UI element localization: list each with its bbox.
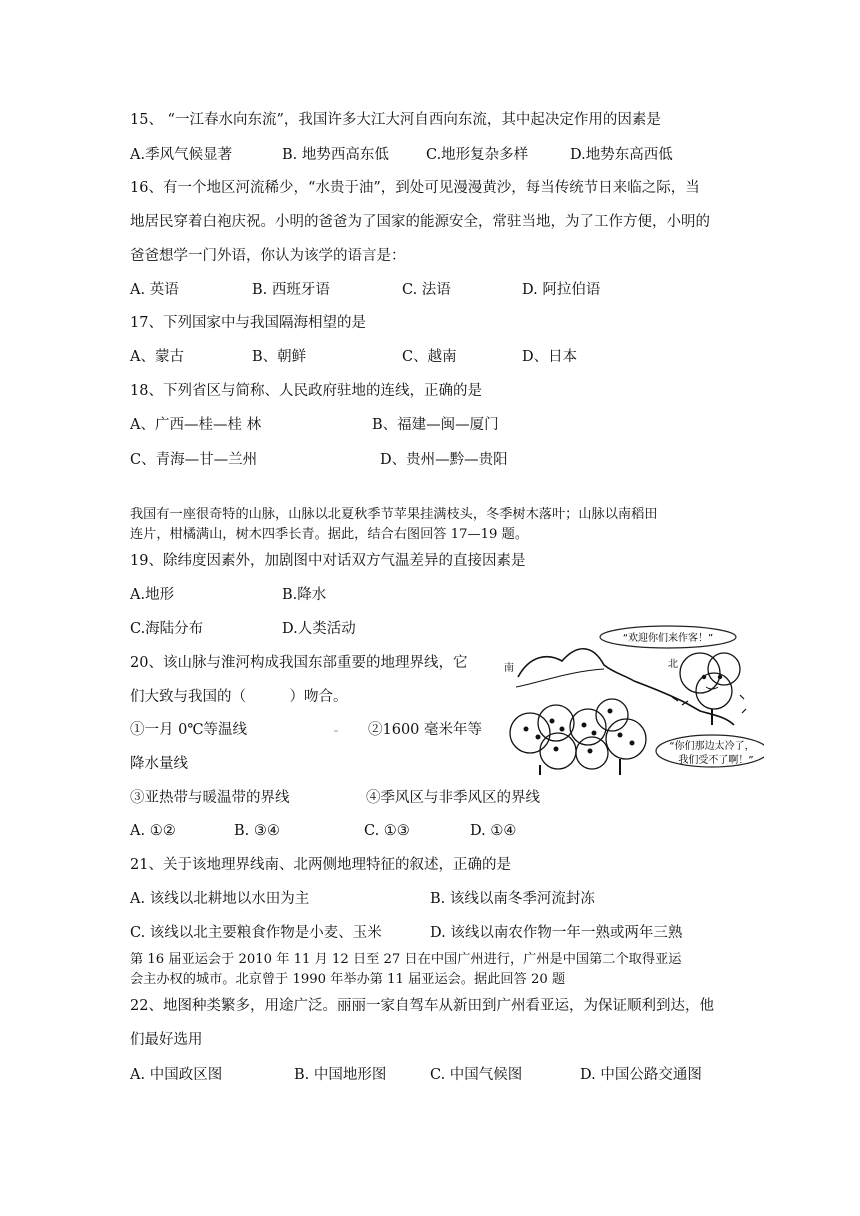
q17-option-b: B、朝鲜 xyxy=(252,349,307,365)
q19-option-b: B.降水 xyxy=(282,587,327,603)
q20-option-d: D. ①④ xyxy=(470,823,517,839)
q19-option-c: C.海陆分布 xyxy=(130,621,204,637)
q16-stem-line2: 地居民穿着白袍庆祝。小明的爸爸为了国家的能源安全，常驻当地，为了工作方便，小明的 xyxy=(130,214,710,230)
passage1-line2: 连片，柑橘满山，树木四季长青。据此，结合右图回答 17—19 题。 xyxy=(130,527,529,542)
q16-stem-line3: 爸爸想学一门外语，你认为该学的语言是： xyxy=(130,248,406,264)
mountain-ridge-icon xyxy=(518,649,734,725)
q20-option-c: C. ①③ xyxy=(364,823,410,839)
q18-option-c: C、青海—甘—兰州 xyxy=(130,452,258,468)
q20-stem-line2: 们大致与我国的（ ）吻合。 xyxy=(130,689,348,705)
bubble-bottom-text-2: 我们受不了啊！” xyxy=(678,755,754,766)
q22-stem-line2: 们最好选用 xyxy=(130,1032,203,1048)
q17-stem: 17、下列国家中与我国隔海相望的是 xyxy=(130,315,366,331)
q18-stem: 18、下列省区与简称、人民政府驻地的连线，正确的是 xyxy=(130,383,482,399)
mountain-cartoon-illustration xyxy=(500,625,764,775)
q20-stem-line1: 20、该山脉与淮河构成我国东部重要的地理界线，它 xyxy=(130,655,468,671)
q22-option-b: B. 中国地形图 xyxy=(294,1067,387,1083)
q21-option-d: D. 该线以南农作物一年一熟或两年三熟 xyxy=(430,925,683,941)
q16-stem-line1: 16、有一个地区河流稀少，“水贵于油”，到处可见漫漫黄沙，每当传统节日来临之际，当 xyxy=(130,180,700,196)
q22-option-d: D. 中国公路交通图 xyxy=(580,1067,702,1083)
q17-option-c: C、越南 xyxy=(402,349,457,365)
q18-option-a: A、广西—桂—桂 林 xyxy=(130,417,262,433)
q20-item-3: ③亚热带与暖温带的界线 xyxy=(130,790,290,806)
q21-option-a: A. 该线以北耕地以水田为主 xyxy=(130,891,310,907)
q21-option-b: B. 该线以南冬季河流封冻 xyxy=(430,891,595,907)
q22-stem-line1: 22、地图种类繁多，用途广泛。丽丽一家自驾车从新田到广州看亚运，为保证顺利到达，他 xyxy=(130,998,714,1014)
label-north: 北 xyxy=(668,659,678,670)
bubble-top-text: “欢迎你们来作客！” xyxy=(622,633,714,644)
q20-item-4: ④季风区与非季风区的界线 xyxy=(366,790,540,806)
q22-option-a: A. 中国政区图 xyxy=(130,1067,223,1083)
q22-option-c: C. 中国气候图 xyxy=(430,1067,523,1083)
mountain-base-icon xyxy=(516,669,604,687)
q16-option-c: C. 法语 xyxy=(402,282,451,298)
q15-option-b: B. 地势西高东低 xyxy=(282,147,389,163)
passage1-line1: 我国有一座很奇特的山脉，山脉以北夏秋季节苹果挂满枝头，冬季树木落叶；山脉以南稻田 xyxy=(130,507,658,522)
bubble-bottom-text-1: “你们那边太冷了， xyxy=(669,741,755,752)
q21-stem: 21、关于该地理界线南、北两侧地理特征的叙述，正确的是 xyxy=(130,857,511,873)
q20-item-1: ①一月 0℃等温线 xyxy=(130,722,248,738)
q18-option-d: D、贵州—黔—贵阳 xyxy=(380,452,508,468)
q17-option-d: D、日本 xyxy=(522,349,578,365)
q19-option-d: D.人类活动 xyxy=(282,621,356,637)
q15-option-d: D.地势东高西低 xyxy=(570,147,673,163)
label-south: 南 xyxy=(504,663,514,674)
q16-option-a: A. 英语 xyxy=(130,282,179,298)
q21-option-c: C. 该线以北主要粮食作物是小麦、玉米 xyxy=(130,925,382,941)
q20-option-a: A. ①② xyxy=(130,823,176,839)
stray-mark xyxy=(334,730,338,732)
q20-items-row2: 降水量线 xyxy=(130,756,188,772)
south-trees-icon xyxy=(510,699,646,775)
q17-option-a: A、蒙古 xyxy=(130,349,184,365)
q16-option-b: B. 西班牙语 xyxy=(252,282,330,298)
q18-option-b: B、福建—闽—厦门 xyxy=(372,417,499,433)
q19-option-a: A.地形 xyxy=(130,587,175,603)
q20-option-b: B. ③④ xyxy=(234,823,280,839)
q20-item-2: ②1600 毫米年等 xyxy=(368,722,483,738)
q15-stem: 15、 “一江春水向东流”，我国许多大江大河自西向东流，其中起决定作用的因素是 xyxy=(130,112,661,128)
q19-stem: 19、除纬度因素外，加剧图中对话双方气温差异的直接因素是 xyxy=(130,553,526,569)
q16-option-d: D. 阿拉伯语 xyxy=(522,282,601,298)
passage2-line1: 第 16 届亚运会于 2010 年 11 月 12 日至 27 日在中国广州进行，广州是中国第二个取得亚运 xyxy=(130,952,682,967)
q15-option-c: C.地形复杂多样 xyxy=(426,147,529,163)
q15-option-a: A.季风气候显著 xyxy=(130,147,233,163)
passage2-line2: 会主办权的城市。北京曾于 1990 年举办第 11 届亚运会。据此回答 20 题 xyxy=(130,972,566,987)
